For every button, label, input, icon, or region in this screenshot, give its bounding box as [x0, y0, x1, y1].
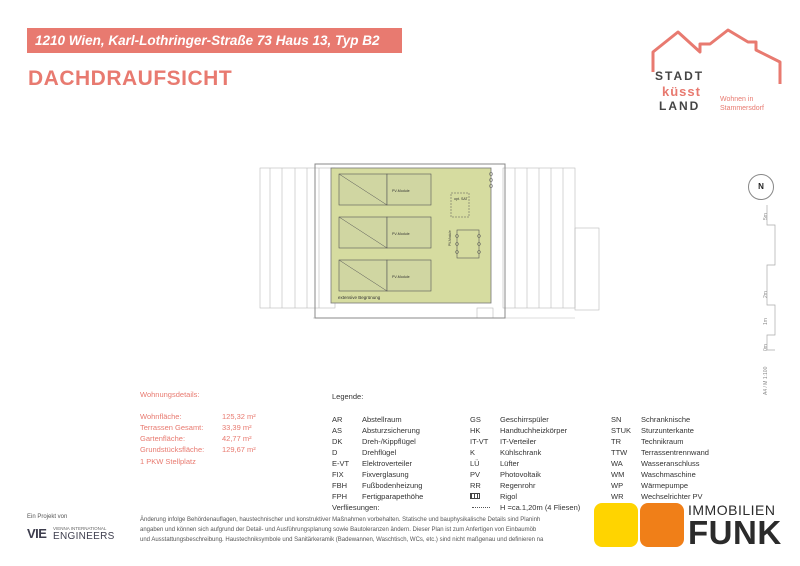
legend-item: WR Wechselrichter PV	[611, 492, 703, 501]
legend-item: RR Regenrohr	[470, 481, 536, 490]
pv-label-rotated: PV-Module	[448, 230, 452, 246]
scale-mark-0m: 0m	[763, 344, 769, 351]
scale-ratio: A4 / M 1:100	[763, 366, 769, 395]
scale-bar	[757, 205, 787, 405]
scale-ruler-icon	[757, 205, 787, 405]
north-arrow-icon: N	[748, 174, 774, 200]
legend-column-1	[332, 414, 423, 502]
legend-item: SN Schranknische	[611, 415, 691, 424]
tiling-symbol	[472, 507, 490, 508]
details-heading: Wohnungsdetails:	[140, 390, 200, 399]
legend-title: Legende:	[332, 392, 364, 401]
legend-column-3	[611, 414, 709, 502]
legend-item: E-VT Elektroverteiler	[332, 459, 413, 468]
legend-item: AR Abstellraum	[332, 415, 402, 424]
disclaimer-line: Änderung infolge Behördenauflagen, haustechnischer und konstruktiver Maßnahmen vorbehalten. Statische und bauphysikalische Details sind Planinh	[140, 517, 541, 523]
funk-name-text: FUNK	[688, 514, 782, 551]
legend-item: IT-VT IT-Verteiler	[470, 437, 537, 446]
legend-item: AS Absturzsicherung	[332, 426, 420, 435]
address-banner: 1210 Wien, Karl-Lothringer-Straße 73 Haus 13, Typ B2	[27, 28, 402, 53]
immobilien-funk-logo	[594, 500, 800, 566]
detail-row: Gartenfläche: 42,77 m²	[140, 434, 252, 443]
disclaimer-line: und Ausstattungsbeschreibung. Haustechniksymbole und Sanitärkeramik (Badewannen, Waschtisch, WCs, etc.) sind nicht maßgenau und definieren na	[140, 537, 544, 543]
legend-item: GS Geschirrspüler	[470, 415, 549, 424]
legend-item: TR Technikraum	[611, 437, 684, 446]
legend-item: STUK Sturzunterkante	[611, 426, 694, 435]
funk-orange-square-icon	[640, 503, 684, 547]
legend-item: WM Waschmaschine	[611, 470, 696, 479]
parking-info: 1 PKW Stellplatz	[140, 457, 196, 466]
vie-small-text: VIENNA INTERNATIONAL	[53, 526, 107, 531]
scale-mark-2m: 2m	[763, 291, 769, 298]
green-roof-label: extensive Begrünung	[338, 295, 381, 300]
pv-label-3: PV-Module	[392, 275, 410, 279]
logo-stadt: STADT	[655, 69, 705, 83]
page-title: DACHDRAUFSICHT	[28, 67, 233, 90]
legend-item: FPH Fertigparapethöhe	[332, 492, 424, 501]
legend-item: DK Dreh-/Kippflügel	[332, 437, 416, 446]
funk-yellow-square-icon	[594, 503, 638, 547]
vie-mark: VIE	[27, 526, 47, 541]
vie-engineers-logo	[27, 526, 127, 542]
legend-item: FIX Fixverglasung	[332, 470, 409, 479]
pv-label-2: PV-Module	[392, 232, 410, 236]
detail-row: Wohnfläche: 125,32 m²	[140, 412, 256, 421]
pv-module-group	[339, 174, 431, 291]
legend-item: FBH Fußbodenheizung	[332, 481, 423, 490]
sat-label: opt. SAT	[454, 197, 468, 201]
disclaimer-text	[140, 515, 610, 545]
funk-immobilien-text: IMMOBILIEN	[688, 502, 776, 518]
disclaimer-line: angaben und können sich aufgrund der Detail- und Ausführungsplanung sowie Bautoleranzen ändern. Dieser Plan ist zum Anfertigen von Einbaumöb	[140, 527, 537, 533]
scale-mark-5m: 5m	[763, 213, 769, 220]
tiling-label: Verfliesungen:	[332, 503, 380, 512]
legend-column-2	[470, 414, 567, 502]
legend-item: TTW Terrassentrennwand	[611, 448, 709, 457]
logo-kusst: küsst	[662, 84, 701, 99]
scale-mark-1m: 1m	[763, 318, 769, 325]
detail-row: Terrassen Gesamt: 33,39 m²	[140, 423, 252, 432]
logo-land: LAND	[659, 99, 701, 113]
legend-item: D Drehflügel	[332, 448, 397, 457]
logo-tagline: Wohnen in Stammersdorf	[720, 96, 764, 112]
roof-plan-drawing	[255, 162, 615, 327]
legend-item: Rigol	[470, 491, 567, 502]
vie-engineers-text: ENGINEERS	[53, 531, 115, 542]
legend-item: WP Wärmepumpe	[611, 481, 689, 490]
legend-item: WA Wasseranschluss	[611, 459, 700, 468]
legend-item: PV Photovoltaik	[470, 470, 541, 479]
legend-item: LÜ Lüfter	[470, 459, 520, 468]
tiling-value: H =ca.1,20m (4 Fliesen)	[500, 503, 581, 512]
legend-item: K Kühlschrank	[470, 448, 542, 457]
pv-label-1: PV-Module	[392, 189, 410, 193]
rigol-symbol-icon	[470, 493, 480, 499]
legend-item: HK Handtuchheizkörper	[470, 426, 568, 435]
stadt-kusst-land-logo	[648, 24, 788, 124]
project-by-label: Ein Projekt von	[27, 514, 68, 520]
apartment-details	[140, 390, 300, 466]
detail-row: Grundstücksfläche: 129,67 m²	[140, 445, 256, 454]
